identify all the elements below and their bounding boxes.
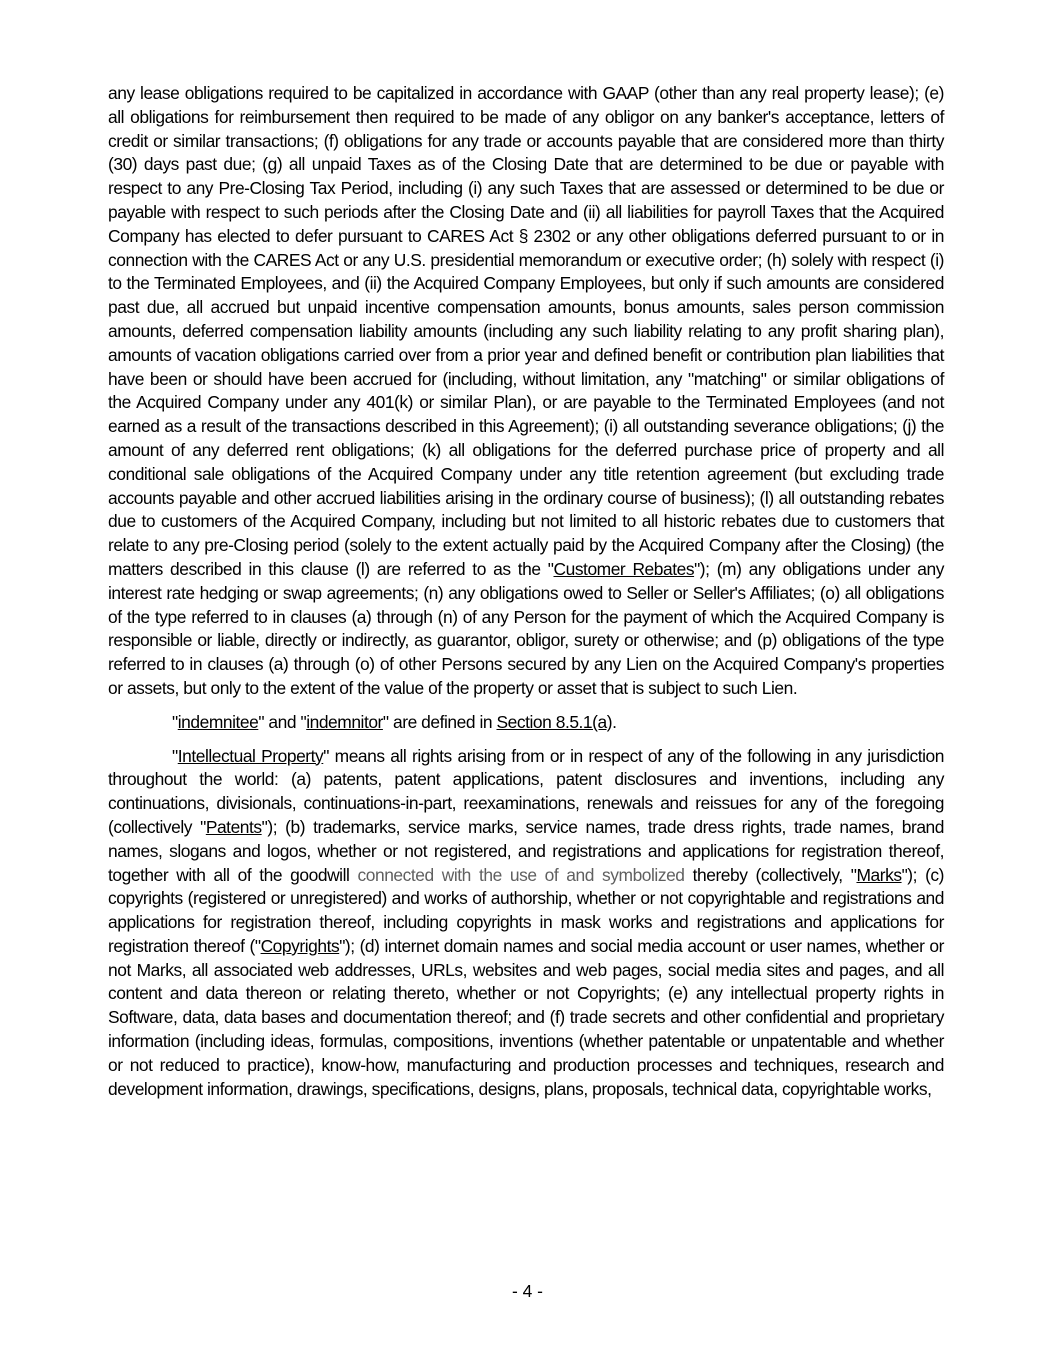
defined-term-marks: Marks (856, 864, 902, 885)
defined-term-indemnitor: indemnitor (306, 711, 383, 732)
defined-term-indemnitee: indemnitee (177, 711, 259, 732)
document-body (108, 82, 944, 1111)
paragraph-intellectual-property-definition: "Intellectual Property" means all rights arising from or in respect of any of the following in any jurisdiction throughout the world: (a) patents, patent applications, patent disclosures and inventions, including any continuations, divisionals, continuations-in-part, reexaminations, renewals and reissues for any of the foregoing (collectively "Patents"); (b) trademarks, service marks, service names, trade dress rights, trade names, brand names, slogans and logos, whether or not registered, and registrations and applications for registration thereof, together with all of the goodwill connected with the use of and symbolized thereby (collectively, "Marks"); (c) copyrights (registered or unregistered) and works of authorship, whether or not copyrightable and registrations and applications for registration thereof, including copyrights in mask works and registrations and applications for registration thereof ("Copyrights"); (d) internet domain names and social media account or user names, whether or not Marks, all associated web addresses, URLs, websites and web pages, social media sites and pages, and all content and data thereon or relating thereto, whether or not Copyrights; (e) any intellectual property rights in Software, data, data bases and documentation thereof; and (f) trade secrets and other confidential and proprietary information (including ideas, formulas, compositions, inventions (whether patentable or unpatentable and whether or not reduced to practice), know-how, manufacturing and production processes and techniques, research and development information, drawings, specifications, designs, plans, proposals, technical data, copyrightable works, (108, 745, 945, 1099)
defined-term-patents: Patents (205, 816, 262, 837)
page-number: - 4 - (512, 1281, 543, 1301)
defined-term-intellectual-property: Intellectual Property (177, 745, 324, 766)
defined-term-customer-rebates: Customer Rebates (553, 558, 695, 579)
paragraph-debt-definition-continued: any lease obligations required to be capitalized in accordance with GAAP (other than any real property lease); (e) all obligations for reimbursement then required to be made of any obligor on any banker's acceptance, letters of credit or similar transactions; (f) obligations for any trade or accounts payable that are considered more than thirty (30) days past due; (g) all unpaid Taxes as of the Closing Date that are determined to be due or payable with respect to any Pre-Closing Tax Period, including (i) any such Taxes that are assessed or determined to be due or payable with respect to such periods after the Closing Date and (ii) all liabilities for payroll Taxes that the Acquired Company has elected to defer pursuant to CARES Act § 2302 or any other obligations deferred pursuant to or in connection with the CARES Act or any U.S. presidential memorandum or executive order; (h) solely with respect (i) to the Terminated Employees, and (ii) the Acquired Company Employees, but only if such amounts are considered past due, all accrued but unpaid incentive compensation amounts, bonus amounts, sales person commission amounts, deferred compensation liability amounts (including any such liability relating to any profit sharing plan), amounts of vacation obligations carried over from a prior year and defined benefit or contribution plan liabilities that have been or should have been accrued for (including, without limitation, any "matching" or similar obligations of the Acquired Company under any 401(k) or similar Plan), or are payable to the Terminated Employees (and not earned as a result of the transactions described in this Agreement); (i) all outstanding severance obligations; (j) the amount of any deferred rent obligations; (k) all obligations for the deferred purchase price of property and all conditional sale obligations of the Acquired Company under any title retention agreement (but excluding trade accounts payable and other accrued liabilities arising in the ordinary course of business); (l) all outstanding rebates due to customers of the Acquired Company, including but not limited to all historic rebates due to customers that relate to any pre-Closing period (solely to the extent actually paid by the Acquired Company after the Closing) (the matters described in this clause (l) are referred to as the "Customer Rebates"); (m) any obligations under any interest rate hedging or swap agreements; (n) any obligations owed to Seller or Seller's Affiliates; (o) all obligations of the type referred to in clauses (a) through (n) of any Person for the payment of which the Acquired Company is responsible or liable, directly or indirectly, as guarantor, obligor, surety or otherwise; and (p) obligations of the type referred to in clauses (a) through (o) of other Persons secured by any Lien on the Acquired Company's properties or assets, but only to the extent of the value of the property or asset that is subject to such Lien. (108, 83, 944, 698)
muted-text: connected with the use of and symbolized (357, 864, 685, 885)
defined-term-copyrights: Copyrights (260, 935, 340, 956)
paragraph-indemnitee-definition: "indemnitee" and "indemnitor" are defined in Section 8.5.1(a). (172, 711, 617, 732)
section-reference: Section 8.5.1(a) (496, 711, 613, 732)
